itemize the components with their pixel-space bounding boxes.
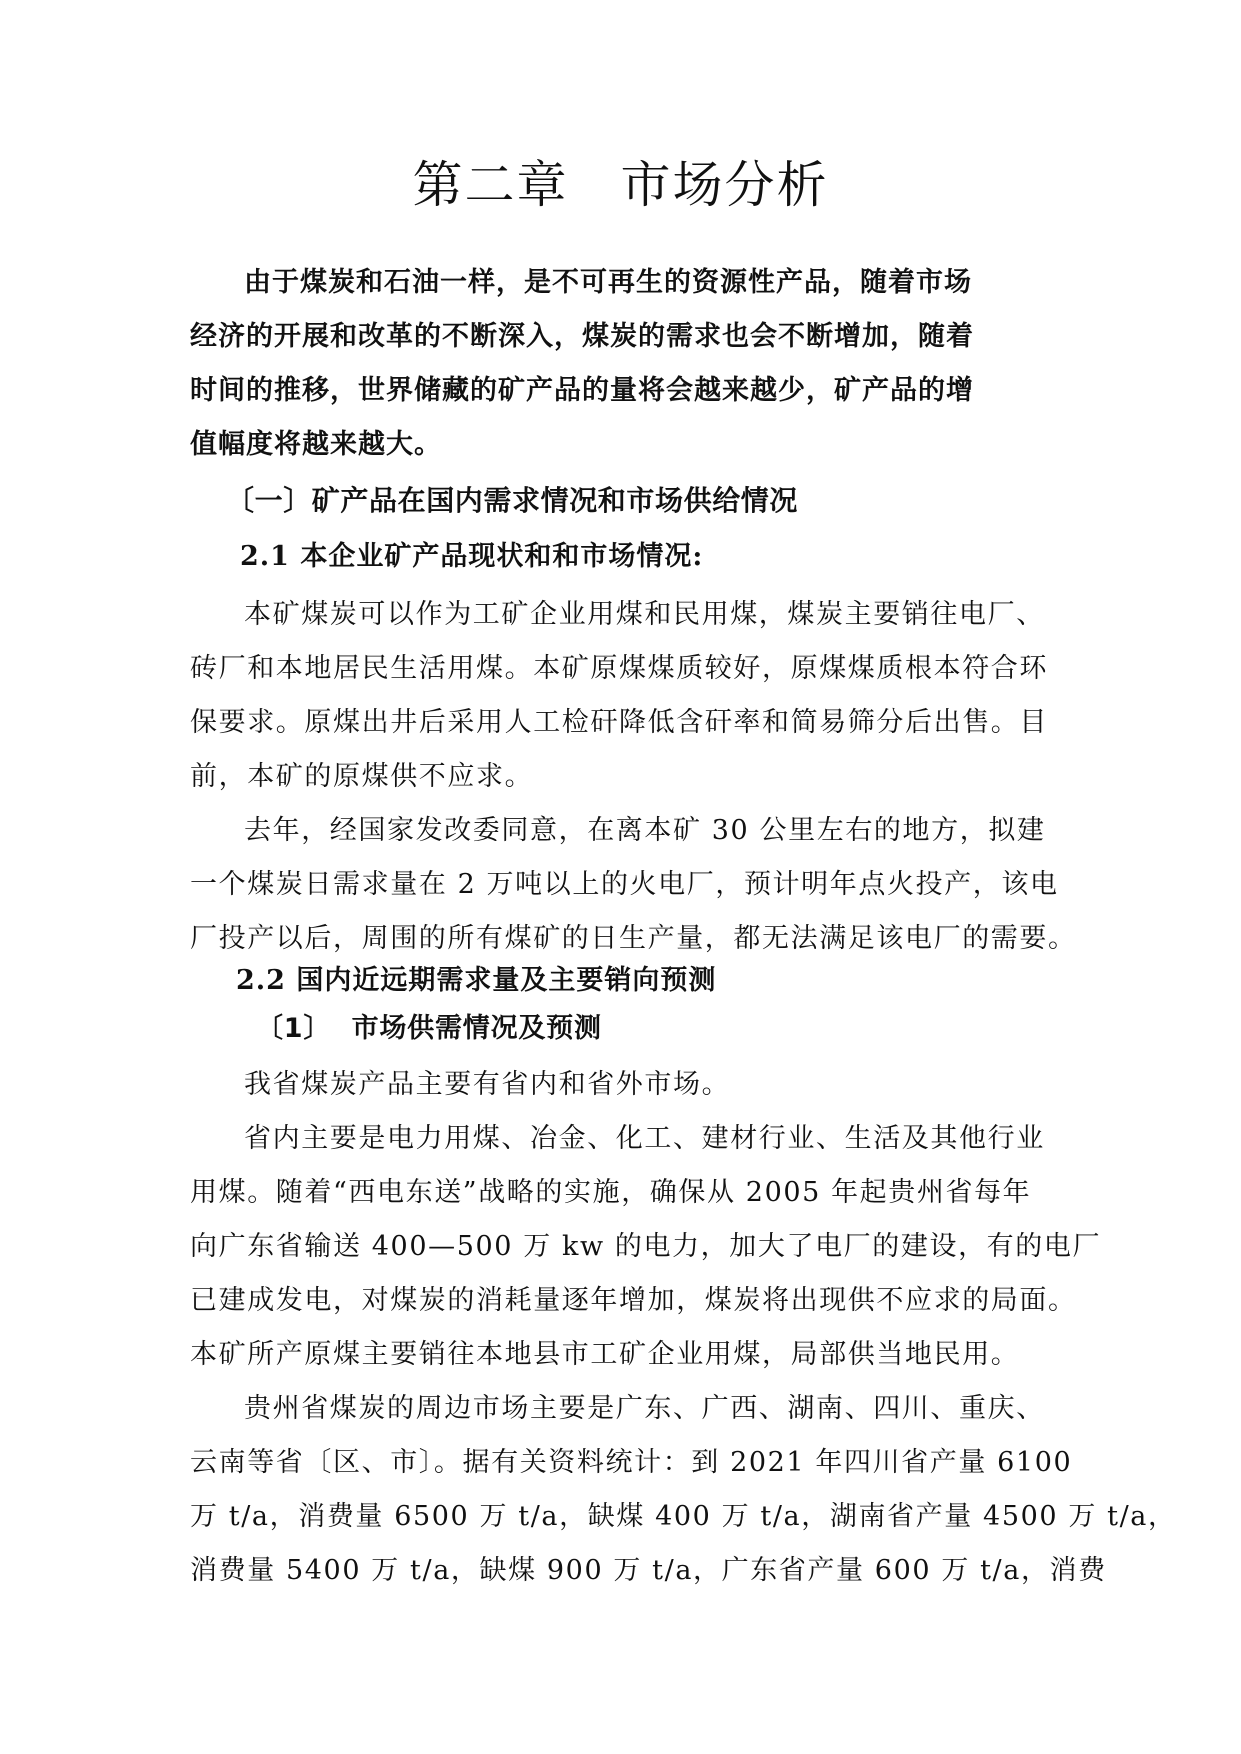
paragraph-line: 已建成发电，对煤炭的消耗量逐年增加，煤炭将出现供不应求的局面。: [190, 1285, 1077, 1316]
intro-line: 时间的推移，世界储藏的矿产品的量将会越来越少，矿产品的增: [190, 375, 974, 406]
paragraph-line: 砖厂和本地居民生活用煤。本矿原煤煤质较好，原煤煤质根本符合环: [190, 653, 1048, 684]
subsection-heading-1: 〔1〕 市场供需情况及预测: [256, 1013, 602, 1044]
paragraph-line: 云南等省〔区、市〕。据有关资料统计：到 2021 年四川省产量 6100: [190, 1447, 1073, 1478]
paragraph-line: 厂投产以后，周围的所有煤矿的日生产量，都无法满足该电厂的需要。: [190, 923, 1077, 954]
paragraph-line: 我省煤炭产品主要有省内和省外市场。: [244, 1069, 731, 1100]
paragraph-line: 本矿所产原煤主要销往本地县市工矿企业用煤，局部供当地民用。: [190, 1339, 1020, 1370]
intro-line: 经济的开展和改革的不断深入，煤炭的需求也会不断增加，随着: [190, 321, 974, 352]
section-heading-2-1: 2.1 本企业矿产品现状和和市场情况:: [240, 541, 704, 572]
paragraph-line: 本矿煤炭可以作为工矿企业用煤和民用煤，煤炭主要销往电厂、: [244, 599, 1045, 630]
page-title: 第二章 市场分析: [412, 156, 829, 214]
paragraph-line: 贵州省煤炭的周边市场主要是广东、广西、湖南、四川、重庆、: [244, 1393, 1045, 1424]
paragraph-line: 去年，经国家发改委同意，在离本矿 30 公里左右的地方，拟建: [244, 815, 1046, 846]
paragraph-line: 消费量 5400 万 t/a，缺煤 900 万 t/a，广东省产量 600 万 t/a，消费: [190, 1555, 1107, 1586]
paragraph-line: 省内主要是电力用煤、冶金、化工、建材行业、生活及其他行业: [244, 1123, 1045, 1154]
paragraph-line: 用煤。随着“西电东送”战略的实施，确保从 2005 年起贵州省每年: [190, 1177, 1032, 1208]
paragraph-line: 万 t/a，消费量 6500 万 t/a，缺煤 400 万 t/a，湖南省产量 4500 万 t/a，: [190, 1501, 1177, 1532]
intro-line: 由于煤炭和石油一样，是不可再生的资源性产品，随着市场: [244, 267, 972, 298]
paragraph-line: 前，本矿的原煤供不应求。: [190, 761, 534, 792]
paragraph-line: 一个煤炭日需求量在 2 万吨以上的火电厂，预计明年点火投产，该电: [190, 869, 1059, 900]
intro-line: 值幅度将越来越大。: [190, 429, 442, 460]
intro-paragraph: [190, 256, 1050, 472]
paragraph-line: 保要求。原煤出井后采用人工检矸降低含矸率和简易筛分后出售。目: [190, 707, 1048, 738]
section-heading-1: 〔一〕矿产品在国内需求情况和市场供给情况: [226, 484, 799, 517]
paragraph-line: 向广东省输送 400—500 万 kw 的电力，加大了电厂的建设，有的电厂: [190, 1231, 1102, 1262]
section-heading-2-2: 2.2 国内近远期需求量及主要销向预测: [236, 965, 717, 996]
